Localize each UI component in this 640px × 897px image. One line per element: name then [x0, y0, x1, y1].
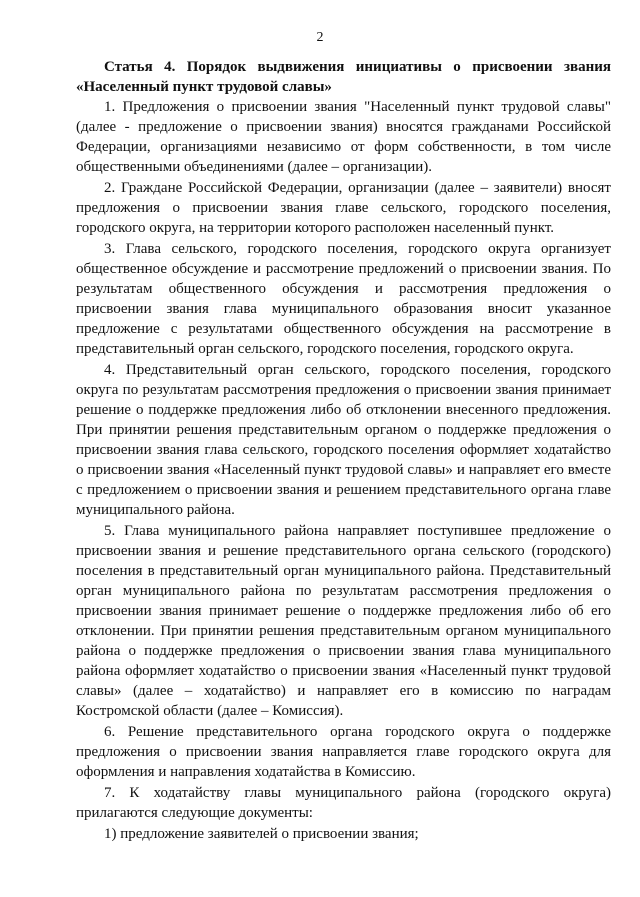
paragraph-4: 4. Представительный орган сельского, городского поселения, городского округа по результатам рассмотрения предложения о присвоении звания принимает решение о поддержке предложения либо об отклонении внесенного предложения. При принятии решения представительным органом о поддержке предложения о присвоении звания глава сельского, городского поселения оформляет ходатайство о присвоении звания «Населенный пункт трудовой славы» и направляет его вместе с предложением о присвоении звания и решением представительного органа главе муниципального района.: [76, 362, 611, 518]
paragraph-2: 2. Граждане Российской Федерации, организации (далее – заявители) вносят предложения о присвоении звания главе сельского, городского поселения, городского округа, на территории которого расположен населенный пункт.: [76, 180, 611, 236]
list-item-1: 1) предложение заявителей о присвоении звания;: [104, 826, 419, 842]
page-number: 2: [316, 30, 324, 45]
paragraph-7: 7. К ходатайству главы муниципального района (городского округа) прилагаются следующие документы:: [76, 785, 611, 821]
paragraph-6: 6. Решение представительного органа городского округа о поддержке предложения о присвоении звания направляется главе городского округа для оформления и направления ходатайства в Комиссию.: [76, 724, 611, 780]
article-heading: Статья 4. Порядок выдвижения инициативы о присвоении звания «Населенный пункт трудовой славы»: [76, 59, 611, 95]
paragraph-5: 5. Глава муниципального района направляет поступившее предложение о присвоении звания и решение представительного органа сельского (городского) поселения в представительный орган муниципального района. Представительный орган муниципального района по результатам рассмотрения предложения о присвоении звания принимает решение о поддержке предложения либо об его отклонении. При принятии решения представительным органом муниципального района о поддержке предложения о присвоении звания глава муниципального района оформляет ходатайство о присвоении звания «Населенный пункт трудовой славы» (далее – ходатайство) и направляет его в комиссию по наградам Костромской области (далее – Комиссия).: [76, 523, 611, 719]
document-body: [76, 57, 611, 844]
paragraph-1: 1. Предложения о присвоении звания "Населенный пункт трудовой славы" (далее - предложение о присвоении звания) вносятся гражданами Российской Федерации, организациями независимо от форм собственности, в том числе общественными объединениями (далее – организации).: [76, 99, 611, 175]
paragraph-3: 3. Глава сельского, городского поселения, городского округа организует общественное обсуждение и рассмотрение предложений о присвоении звания. По результатам общественного обсуждения и рассмотрения предложения о присвоении звания глава муниципального образования вносит указанное предложение с результатами общественного обсуждения на рассмотрение в представительный орган сельского, городского поселения, городского округа.: [76, 241, 611, 357]
